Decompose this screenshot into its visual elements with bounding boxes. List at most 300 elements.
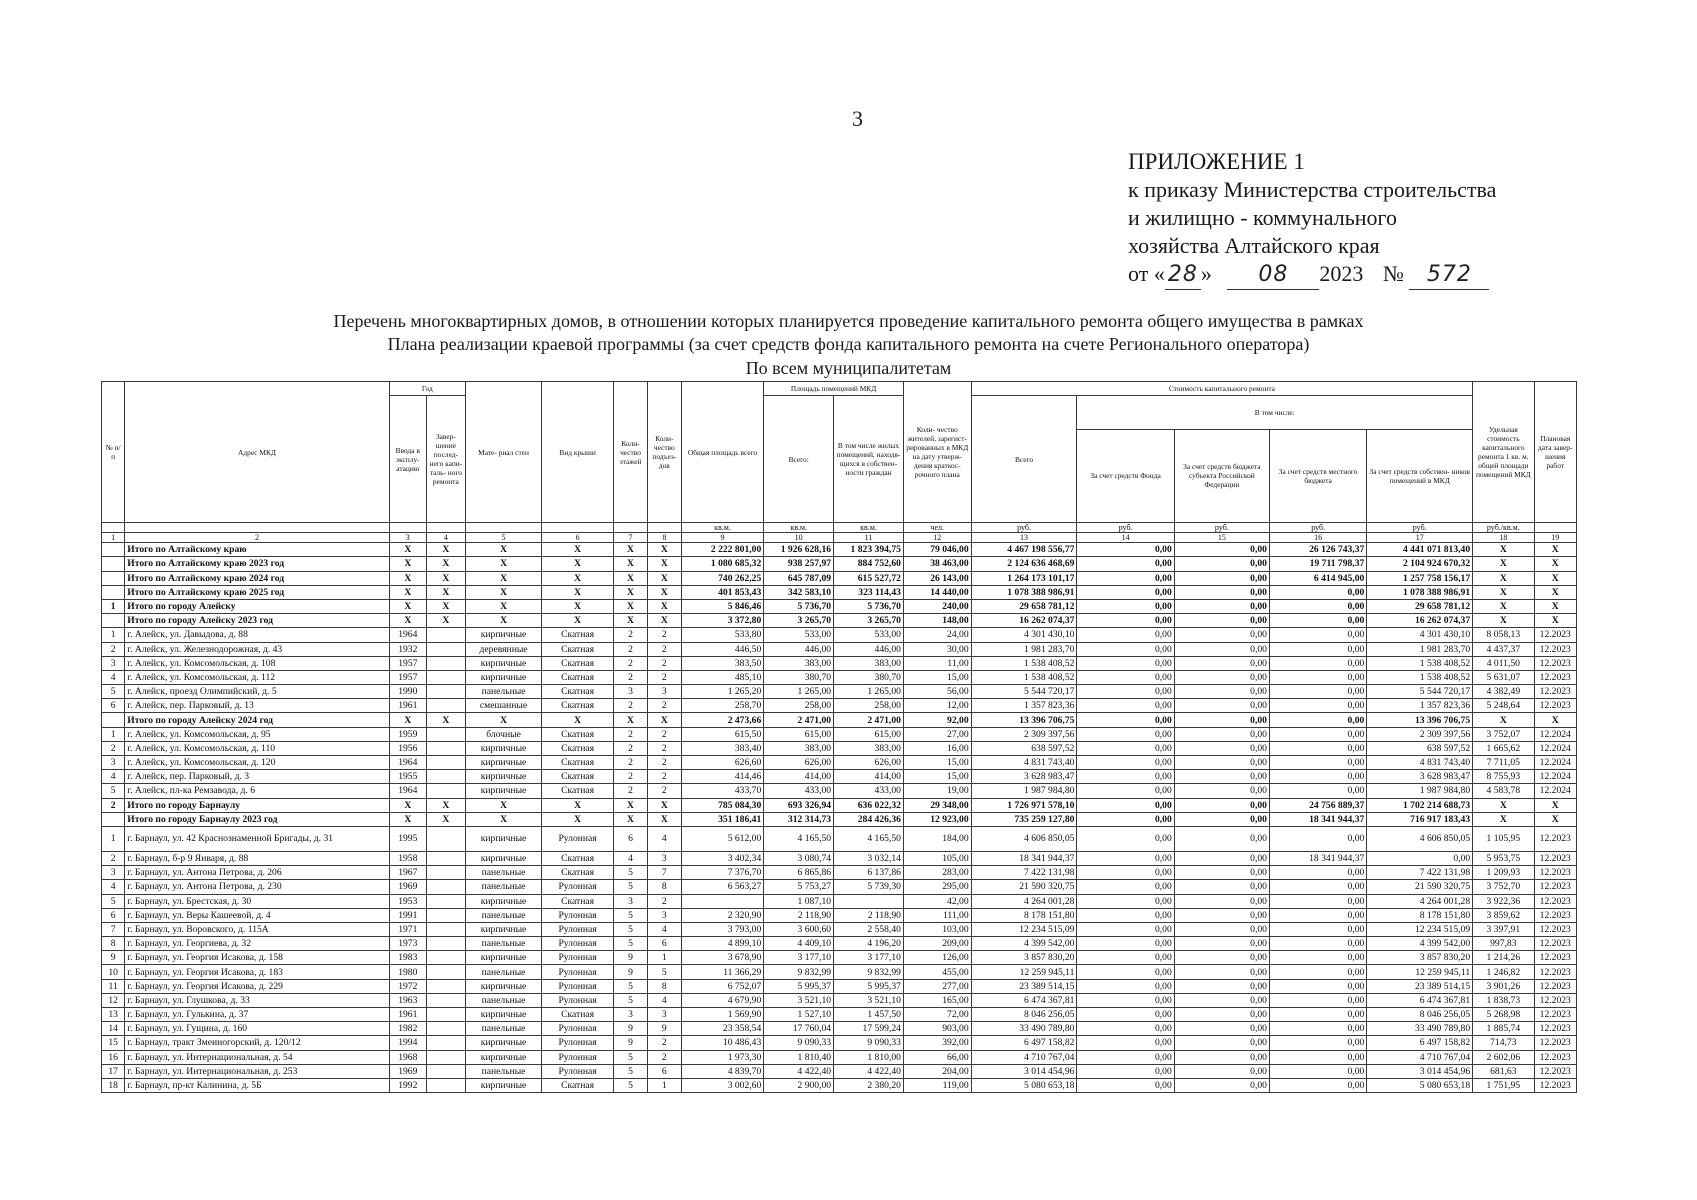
header-area-residential: В том числе жилых помещений, находя- щихся в собствен- ности граждан [834,396,904,523]
mkd-repair-table [101,381,1577,1093]
cell-unit-cost: 4 011,50 [1473,656,1534,670]
col-numbers-cell-area-residential: 11 [834,533,904,543]
cell-area-residential: 383,00 [834,656,904,670]
table-body [102,543,1577,1093]
cell-floors: 2 [614,770,648,784]
cell-entrances: 5 [647,965,681,979]
cell-year-commission: 1964 [389,756,426,770]
cell-area-all: 533,00 [764,628,834,642]
cell-area-all: 1 810,40 [764,1050,834,1064]
cell-address: г. Алейск, ул. Комсомольская, д. 110 [125,741,390,755]
cell-floors: X [614,812,648,826]
cell-year-commission: 1963 [389,993,426,1007]
table-row [102,1078,1577,1092]
cell-cost-total: 21 590 320,75 [971,880,1077,894]
cell-area-all: 9 090,33 [764,1036,834,1050]
cell-roof-type: X [542,812,614,826]
cell-area-residential: 5 739,30 [834,880,904,894]
cell-total-area: 10 486,43 [681,1036,764,1050]
cell-area-all: 1 926 628,16 [764,543,834,557]
cell-area-all: 615,00 [764,727,834,741]
units-cell-planned-date [1534,523,1577,533]
cell-wall-material: кирпичные [465,770,541,784]
units-cell-area-all: кв.м. [764,523,834,533]
cell-total-area: 5 612,00 [681,826,764,851]
cell-area-residential: 884 752,60 [834,557,904,571]
cell-total-area: 1 265,20 [681,685,764,699]
cell-residents: 119,00 [903,1078,971,1092]
table-row [102,826,1577,851]
cell-address: г. Барнаул, ул. Брестская, д. 30 [125,894,390,908]
cell-year-commission: 1969 [389,880,426,894]
cell-cost-local: 0,00 [1269,599,1366,613]
cell-year-last-repair [426,685,465,699]
cell-year-commission: X [389,557,426,571]
cell-area-all: 938 257,97 [764,557,834,571]
cell-area-all: 5 736,70 [764,599,834,613]
cell-cost-fund: 0,00 [1077,798,1174,812]
cell-area-residential: 433,00 [834,784,904,798]
cell-cost-federal: 0,00 [1174,922,1269,936]
cell-area-all: 383,00 [764,656,834,670]
cell-planned-date: 12.2023 [1534,937,1577,951]
cell-floors: 2 [614,699,648,713]
cell-residents: 455,00 [903,965,971,979]
cell-residents: 103,00 [903,922,971,936]
cell-year-last-repair: X [426,812,465,826]
cell-planned-date: 12.2023 [1534,1022,1577,1036]
cell-address: г. Барнаул, ул. Гулькина, д. 37 [125,1008,390,1022]
cell-year-commission: 1964 [389,784,426,798]
cell-cost-local: 0,00 [1269,826,1366,851]
cell-area-residential: 3 265,70 [834,614,904,628]
cell-cost-owners: 23 389 514,15 [1367,979,1473,993]
header-address: Адрес МКД [125,382,390,523]
cell-cost-federal: 0,00 [1174,543,1269,557]
cell-floors: X [614,614,648,628]
units-cell-cost-federal: руб. [1174,523,1269,533]
subtotal-row [102,585,1577,599]
cell-cost-federal: 0,00 [1174,713,1269,727]
cell-num: 1 [102,727,125,741]
col-numbers-cell-cost-federal: 15 [1174,533,1269,543]
cell-unit-cost: 4 382,49 [1473,685,1534,699]
table-row [102,937,1577,951]
cell-year-commission: X [389,713,426,727]
cell-cost-local: 6 414 945,00 [1269,571,1366,585]
cell-area-all: 383,00 [764,741,834,755]
cell-residents: 26 143,00 [903,571,971,585]
cell-unit-cost: X [1473,812,1534,826]
cell-floors: 2 [614,727,648,741]
cell-area-residential: 9 090,33 [834,1036,904,1050]
cell-year-commission: 1973 [389,937,426,951]
cell-wall-material: панельные [465,908,541,922]
cell-num: 6 [102,908,125,922]
cell-area-residential: 2 118,90 [834,908,904,922]
cell-cost-fund: 0,00 [1077,543,1174,557]
cell-cost-federal: 0,00 [1174,756,1269,770]
cell-total-area: 4 679,90 [681,993,764,1007]
units-cell-floors [614,523,648,533]
cell-unit-cost: 7 711,05 [1473,756,1534,770]
cell-planned-date: 12.2023 [1534,685,1577,699]
cell-entrances: 3 [647,1008,681,1022]
cell-num [102,812,125,826]
cell-planned-date: 12.2023 [1534,670,1577,684]
header-year-last-repair: Завер- шение послед- него капи- таль- ного ремонта [426,396,465,523]
header-planned-date: Плановая дата завер- шения работ [1534,382,1577,523]
cell-residents: 24,00 [903,628,971,642]
table-row [102,670,1577,684]
cell-roof-type: X [542,585,614,599]
cell-cost-total: 29 658 781,12 [971,599,1077,613]
cell-area-all: 645 787,09 [764,571,834,585]
cell-year-commission: 1958 [389,851,426,865]
cell-residents: 295,00 [903,880,971,894]
cell-roof-type: Рулонная [542,951,614,965]
cell-cost-owners: 1 702 214 688,73 [1367,798,1473,812]
cell-unit-cost: 8 058,13 [1473,628,1534,642]
table-row [102,922,1577,936]
table-row [102,866,1577,880]
cell-year-commission: 1969 [389,1064,426,1078]
header-cost-fund: За счет средств Фонда [1077,429,1174,523]
cell-residents: 42,00 [903,894,971,908]
cell-unit-cost: 681,63 [1473,1064,1534,1078]
cell-planned-date: 12.2023 [1534,880,1577,894]
cell-roof-type: Рулонная [542,826,614,851]
cell-address: г. Алейск, ул. Комсомольская, д. 95 [125,727,390,741]
cell-wall-material: кирпичные [465,922,541,936]
cell-roof-type: Рулонная [542,1064,614,1078]
header-num: № п/ п [102,382,125,523]
cell-wall-material: кирпичные [465,951,541,965]
cell-area-all: 1 527,10 [764,1008,834,1022]
units-cell-unit-cost: руб./кв.м. [1473,523,1534,533]
cell-cost-fund: 0,00 [1077,908,1174,922]
cell-wall-material: кирпичные [465,1008,541,1022]
units-cell-cost-owners: руб. [1367,523,1473,533]
cell-num: 16 [102,1050,125,1064]
cell-cost-federal: 0,00 [1174,557,1269,571]
cell-num [102,571,125,585]
cell-cost-local: 0,00 [1269,685,1366,699]
col-numbers-cell-wall-material: 5 [465,533,541,543]
cell-cost-owners: 2 104 924 670,32 [1367,557,1473,571]
units-cell-area-residential: кв.м. [834,523,904,533]
cell-entrances: 2 [647,642,681,656]
cell-cost-federal: 0,00 [1174,826,1269,851]
cell-year-last-repair: X [426,599,465,613]
cell-roof-type: Скатная [542,670,614,684]
col-numbers-cell-address: 2 [125,533,390,543]
cell-unit-cost: 2 602,06 [1473,1050,1534,1064]
cell-cost-local: 0,00 [1269,993,1366,1007]
table-row [102,1036,1577,1050]
header-year-group: Год [389,382,465,396]
cell-entrances: X [647,571,681,585]
cell-cost-fund: 0,00 [1077,599,1174,613]
cell-year-commission: 1972 [389,979,426,993]
cell-address: Итого по городу Алейску 2023 год [125,614,390,628]
cell-cost-fund: 0,00 [1077,1050,1174,1064]
cell-roof-type: Скатная [542,1078,614,1092]
cell-num: 2 [102,741,125,755]
col-numbers-cell-floors: 7 [614,533,648,543]
cell-planned-date: X [1534,599,1577,613]
cell-cost-owners: 1 257 758 156,17 [1367,571,1473,585]
cell-num: 7 [102,922,125,936]
col-numbers-cell-cost-owners: 17 [1367,533,1473,543]
cell-year-last-repair: X [426,713,465,727]
cell-cost-local: 0,00 [1269,894,1366,908]
cell-year-commission: 1990 [389,685,426,699]
cell-year-last-repair [426,770,465,784]
cell-entrances: 9 [647,1022,681,1036]
cell-floors: X [614,713,648,727]
cell-area-residential: 9 832,99 [834,965,904,979]
cell-cost-fund: 0,00 [1077,880,1174,894]
cell-cost-federal: 0,00 [1174,993,1269,1007]
cell-address: Итого по Алтайскому краю [125,543,390,557]
cell-roof-type: Скатная [542,1008,614,1022]
cell-year-commission: 1971 [389,922,426,936]
cell-wall-material: X [465,713,541,727]
cell-total-area: 383,50 [681,656,764,670]
table-row [102,1050,1577,1064]
cell-wall-material: блочные [465,727,541,741]
cell-cost-federal: 0,00 [1174,1050,1269,1064]
cell-area-all: 17 760,04 [764,1022,834,1036]
cell-cost-local: 0,00 [1269,1022,1366,1036]
cell-address: г. Алейск, пер. Парковый, д. 13 [125,699,390,713]
cell-entrances: 2 [647,1050,681,1064]
cell-entrances: X [647,599,681,613]
cell-address: г. Барнаул, пр-кт Калинина, д. 5Б [125,1078,390,1092]
cell-cost-local: 0,00 [1269,866,1366,880]
cell-year-commission: 1959 [389,727,426,741]
cell-total-area: 485,10 [681,670,764,684]
cell-cost-federal: 0,00 [1174,656,1269,670]
cell-year-commission: 1983 [389,951,426,965]
cell-cost-owners: 1 538 408,52 [1367,656,1473,670]
cell-year-commission: 1932 [389,642,426,656]
subtotal-row [102,599,1577,613]
cell-cost-federal: 0,00 [1174,784,1269,798]
cell-num [102,614,125,628]
cell-cost-fund: 0,00 [1077,937,1174,951]
header-area-group: Площадь помещений МКД [764,382,904,396]
cell-year-commission: 1964 [389,628,426,642]
cell-cost-fund: 0,00 [1077,784,1174,798]
cell-address: г. Барнаул, ул. Воровского, д. 115А [125,922,390,936]
cell-unit-cost: 1 838,73 [1473,993,1534,1007]
cell-area-all: 3 177,10 [764,951,834,965]
cell-planned-date: 12.2024 [1534,784,1577,798]
table-row [102,1022,1577,1036]
subtotal-row [102,543,1577,557]
cell-year-last-repair [426,993,465,1007]
cell-cost-fund: 0,00 [1077,656,1174,670]
cell-area-residential: 615,00 [834,727,904,741]
cell-area-all: 433,00 [764,784,834,798]
cell-total-area: 7 376,70 [681,866,764,880]
cell-cost-fund: 0,00 [1077,1022,1174,1036]
cell-cost-local: 0,00 [1269,965,1366,979]
cell-roof-type: X [542,713,614,727]
subtotal-row [102,798,1577,812]
cell-total-area: 2 222 801,00 [681,543,764,557]
cell-num [102,543,125,557]
cell-roof-type: Скатная [542,770,614,784]
cell-year-last-repair: X [426,585,465,599]
cell-residents: 12 923,00 [903,812,971,826]
cell-cost-federal: 0,00 [1174,1008,1269,1022]
cell-residents: 27,00 [903,727,971,741]
cell-residents: 72,00 [903,1008,971,1022]
cell-roof-type: Скатная [542,628,614,642]
cell-unit-cost: 3 752,07 [1473,727,1534,741]
cell-cost-local: 0,00 [1269,727,1366,741]
cell-year-last-repair [426,784,465,798]
cell-address: г. Барнаул, тракт Змеиногорский, д. 120/12 [125,1036,390,1050]
cell-entrances: 2 [647,894,681,908]
table-row [102,894,1577,908]
cell-cost-owners: 33 490 789,80 [1367,1022,1473,1036]
cell-cost-total: 1 264 173 101,17 [971,571,1077,585]
cell-wall-material: кирпичные [465,1078,541,1092]
cell-floors: 3 [614,894,648,908]
table-row [102,727,1577,741]
cell-total-area: 3 372,80 [681,614,764,628]
cell-residents: 15,00 [903,670,971,684]
cell-num: 12 [102,993,125,1007]
cell-total-area: 6 752,07 [681,979,764,993]
cell-cost-owners: 4 606 850,05 [1367,826,1473,851]
cell-num [102,713,125,727]
cell-entrances: X [647,713,681,727]
cell-cost-owners: 3 014 454,96 [1367,1064,1473,1078]
cell-cost-fund: 0,00 [1077,770,1174,784]
cell-cost-owners: 4 710 767,04 [1367,1050,1473,1064]
cell-unit-cost: 1 209,93 [1473,866,1534,880]
cell-floors: X [614,557,648,571]
cell-num: 1 [102,599,125,613]
cell-address: Итого по городу Барнаулу 2023 год [125,812,390,826]
cell-planned-date: 12.2023 [1534,1008,1577,1022]
cell-unit-cost: 3 901,26 [1473,979,1534,993]
cell-cost-owners: 1 981 283,70 [1367,642,1473,656]
cell-num: 5 [102,685,125,699]
cell-cost-fund: 0,00 [1077,1008,1174,1022]
cell-total-area: 533,80 [681,628,764,642]
cell-area-all: 3 265,70 [764,614,834,628]
cell-area-residential: 533,00 [834,628,904,642]
cell-area-residential: 615 527,72 [834,571,904,585]
cell-address: Итого по городу Алейску [125,599,390,613]
cell-planned-date: 12.2024 [1534,756,1577,770]
date-mid: » [1200,261,1212,286]
cell-floors: X [614,571,648,585]
cell-floors: 2 [614,628,648,642]
cell-total-area: 23 358,54 [681,1022,764,1036]
cell-cost-local: 0,00 [1269,937,1366,951]
cell-num: 15 [102,1036,125,1050]
cell-cost-fund: 0,00 [1077,812,1174,826]
cell-total-area: 11 366,29 [681,965,764,979]
cell-floors: 3 [614,1008,648,1022]
cell-area-all: 312 314,73 [764,812,834,826]
appendix-title: ПРИЛОЖЕНИЕ 1 [1128,149,1305,174]
cell-cost-local: 0,00 [1269,1064,1366,1078]
cell-cost-fund: 0,00 [1077,922,1174,936]
cell-planned-date: 12.2023 [1534,642,1577,656]
cell-address: г. Алейск, пл-ка Ремзавода, д. 6 [125,784,390,798]
cell-cost-owners: 0,00 [1367,851,1473,865]
header-wall-material: Мате- риал стен [465,382,541,523]
cell-cost-federal: 0,00 [1174,866,1269,880]
cell-year-commission: 1957 [389,670,426,684]
cell-planned-date: 12.2024 [1534,741,1577,755]
cell-planned-date: X [1534,614,1577,628]
cell-wall-material: панельные [465,685,541,699]
cell-address: Итого по Алтайскому краю 2023 год [125,557,390,571]
cell-unit-cost: 3 752,70 [1473,880,1534,894]
cell-floors: 3 [614,685,648,699]
cell-year-last-repair [426,866,465,880]
header-cost-group: Стоимость капитального ремонта [971,382,1473,396]
cell-floors: 4 [614,851,648,865]
cell-cost-local: 0,00 [1269,642,1366,656]
cell-cost-total: 18 341 944,37 [971,851,1077,865]
cell-cost-federal: 0,00 [1174,1078,1269,1092]
cell-wall-material: X [465,571,541,585]
cell-cost-local: 0,00 [1269,1008,1366,1022]
cell-area-residential: 1 457,50 [834,1008,904,1022]
cell-residents: 126,00 [903,951,971,965]
cell-planned-date: 12.2023 [1534,1078,1577,1092]
cell-floors: 5 [614,922,648,936]
cell-floors: 2 [614,741,648,755]
cell-planned-date: 12.2023 [1534,993,1577,1007]
cell-year-commission: 1991 [389,908,426,922]
order-number: 572 [1409,261,1489,290]
table-row [102,628,1577,642]
cell-year-commission: X [389,812,426,826]
cell-cost-owners: 4 831 743,40 [1367,756,1473,770]
cell-year-last-repair [426,851,465,865]
cell-residents: 209,00 [903,937,971,951]
cell-area-all: 6 865,86 [764,866,834,880]
cell-year-commission: 1994 [389,1036,426,1050]
cell-cost-total: 4 606 850,05 [971,826,1077,851]
table-row [102,741,1577,755]
table-row [102,699,1577,713]
cell-wall-material: кирпичные [465,784,541,798]
cell-roof-type: X [542,557,614,571]
cell-area-all: 693 326,94 [764,798,834,812]
cell-wall-material: кирпичные [465,756,541,770]
title-line-2: Плана реализации краевой программы (за счет средств фонда капитального ремонта на счете Регионального оператора) [387,334,1310,354]
cell-entrances: 1 [647,951,681,965]
cell-year-last-repair [426,951,465,965]
cell-wall-material: кирпичные [465,894,541,908]
cell-cost-owners: 29 658 781,12 [1367,599,1473,613]
cell-unit-cost: 5 248,64 [1473,699,1534,713]
cell-cost-total: 13 396 706,75 [971,713,1077,727]
cell-cost-federal: 0,00 [1174,670,1269,684]
